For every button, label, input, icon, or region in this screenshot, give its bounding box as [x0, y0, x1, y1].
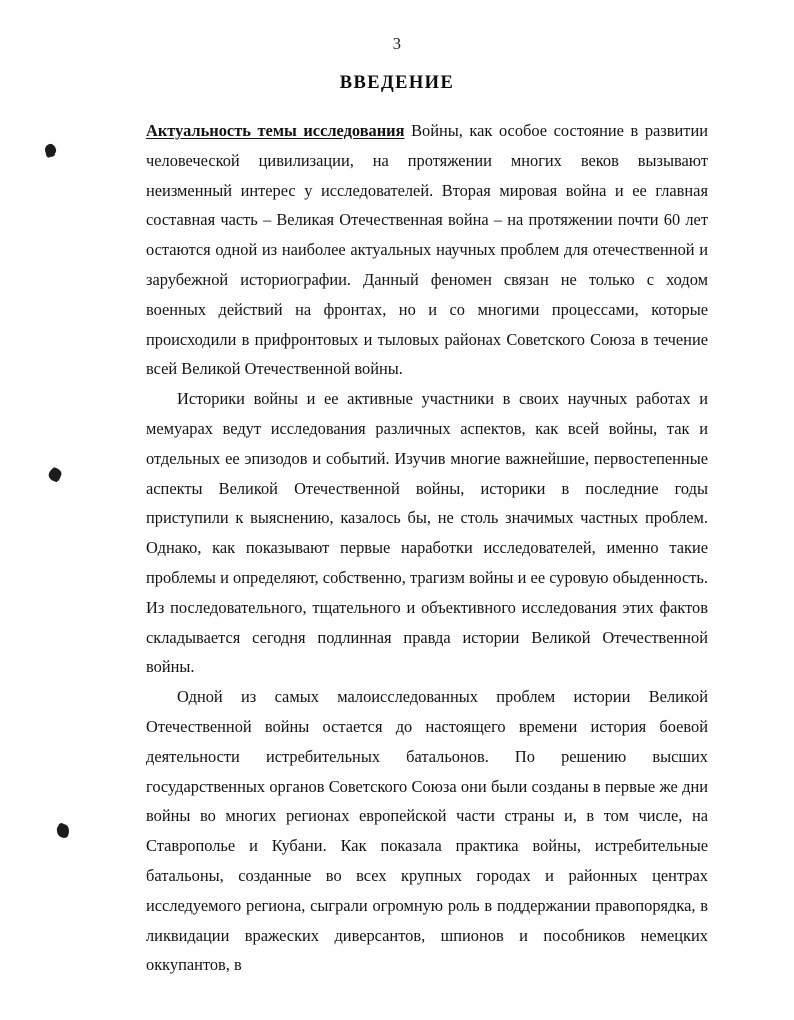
- paragraph-2: Историки войны и ее активные участники в своих научных работах и мемуарах ведут исследования различных аспектов, как всей войны, так и отдельных ее эпизодов и событий. Изучив многие важнейшие, первостепенные аспекты Великой Отечественной войны, историки в последние годы приступили к выяснению, казалось бы, не столь значимых частных проблем. Однако, как показывают первые наработки исследователей, именно такие проблемы и определяют, собственно, трагизм войны и ее суровую обыденность. Из последовательного, тщательного и объективного исследования этих фактов складывается сегодня подлинная правда истории Великой Отечественной войны.: [146, 389, 708, 677]
- paragraph-1-text: Войны, как особое состояние в развитии человеческой цивилизации, на протяжении многих веков вызывают неизменный интерес у исследователей. Вторая мировая война и ее главная составная часть – Великая Отечественная война – на протяжении почти 60 лет остаются одной из наиболее актуальных научных проблем для отечественной и зарубежной историографии. Данный феномен связан не только с ходом военных действий на фронтах, но и со многими процессами, которые происходили в прифронтовых и тыловых районах Советского Союза в течение всей Великой Отечественной войны.: [146, 121, 708, 379]
- lead-term-relevance: Актуальность темы исследования: [146, 121, 405, 140]
- ink-blot-artifact-1: [44, 143, 58, 157]
- body-text-block: [146, 116, 708, 980]
- paragraph-1: [146, 116, 708, 384]
- page-number: 3: [392, 34, 402, 53]
- page-title: ВВЕДЕНИЕ: [339, 73, 455, 94]
- ink-blot-artifact-2: [47, 466, 63, 483]
- paragraph-3: Одной из самых малоисследованных проблем истории Великой Отечественной войны остается до настоящего времени история боевой деятельности истребительных батальонов. По решению высших государственных органов Советского Союза они были созданы в первые же дни войны во многих регионах европейской части страны и, в том числе, на Ставрополье и Кубани. Как показала практика войны, истребительные батальоны, созданные во всех крупных городах и районных центрах исследуемого региона, сыграли огромную роль в поддержании правопорядка, в ликвидации вражеских диверсантов, шпионов и пособников немецких оккупантов, в: [146, 687, 708, 975]
- ink-blot-artifact-3: [56, 823, 69, 838]
